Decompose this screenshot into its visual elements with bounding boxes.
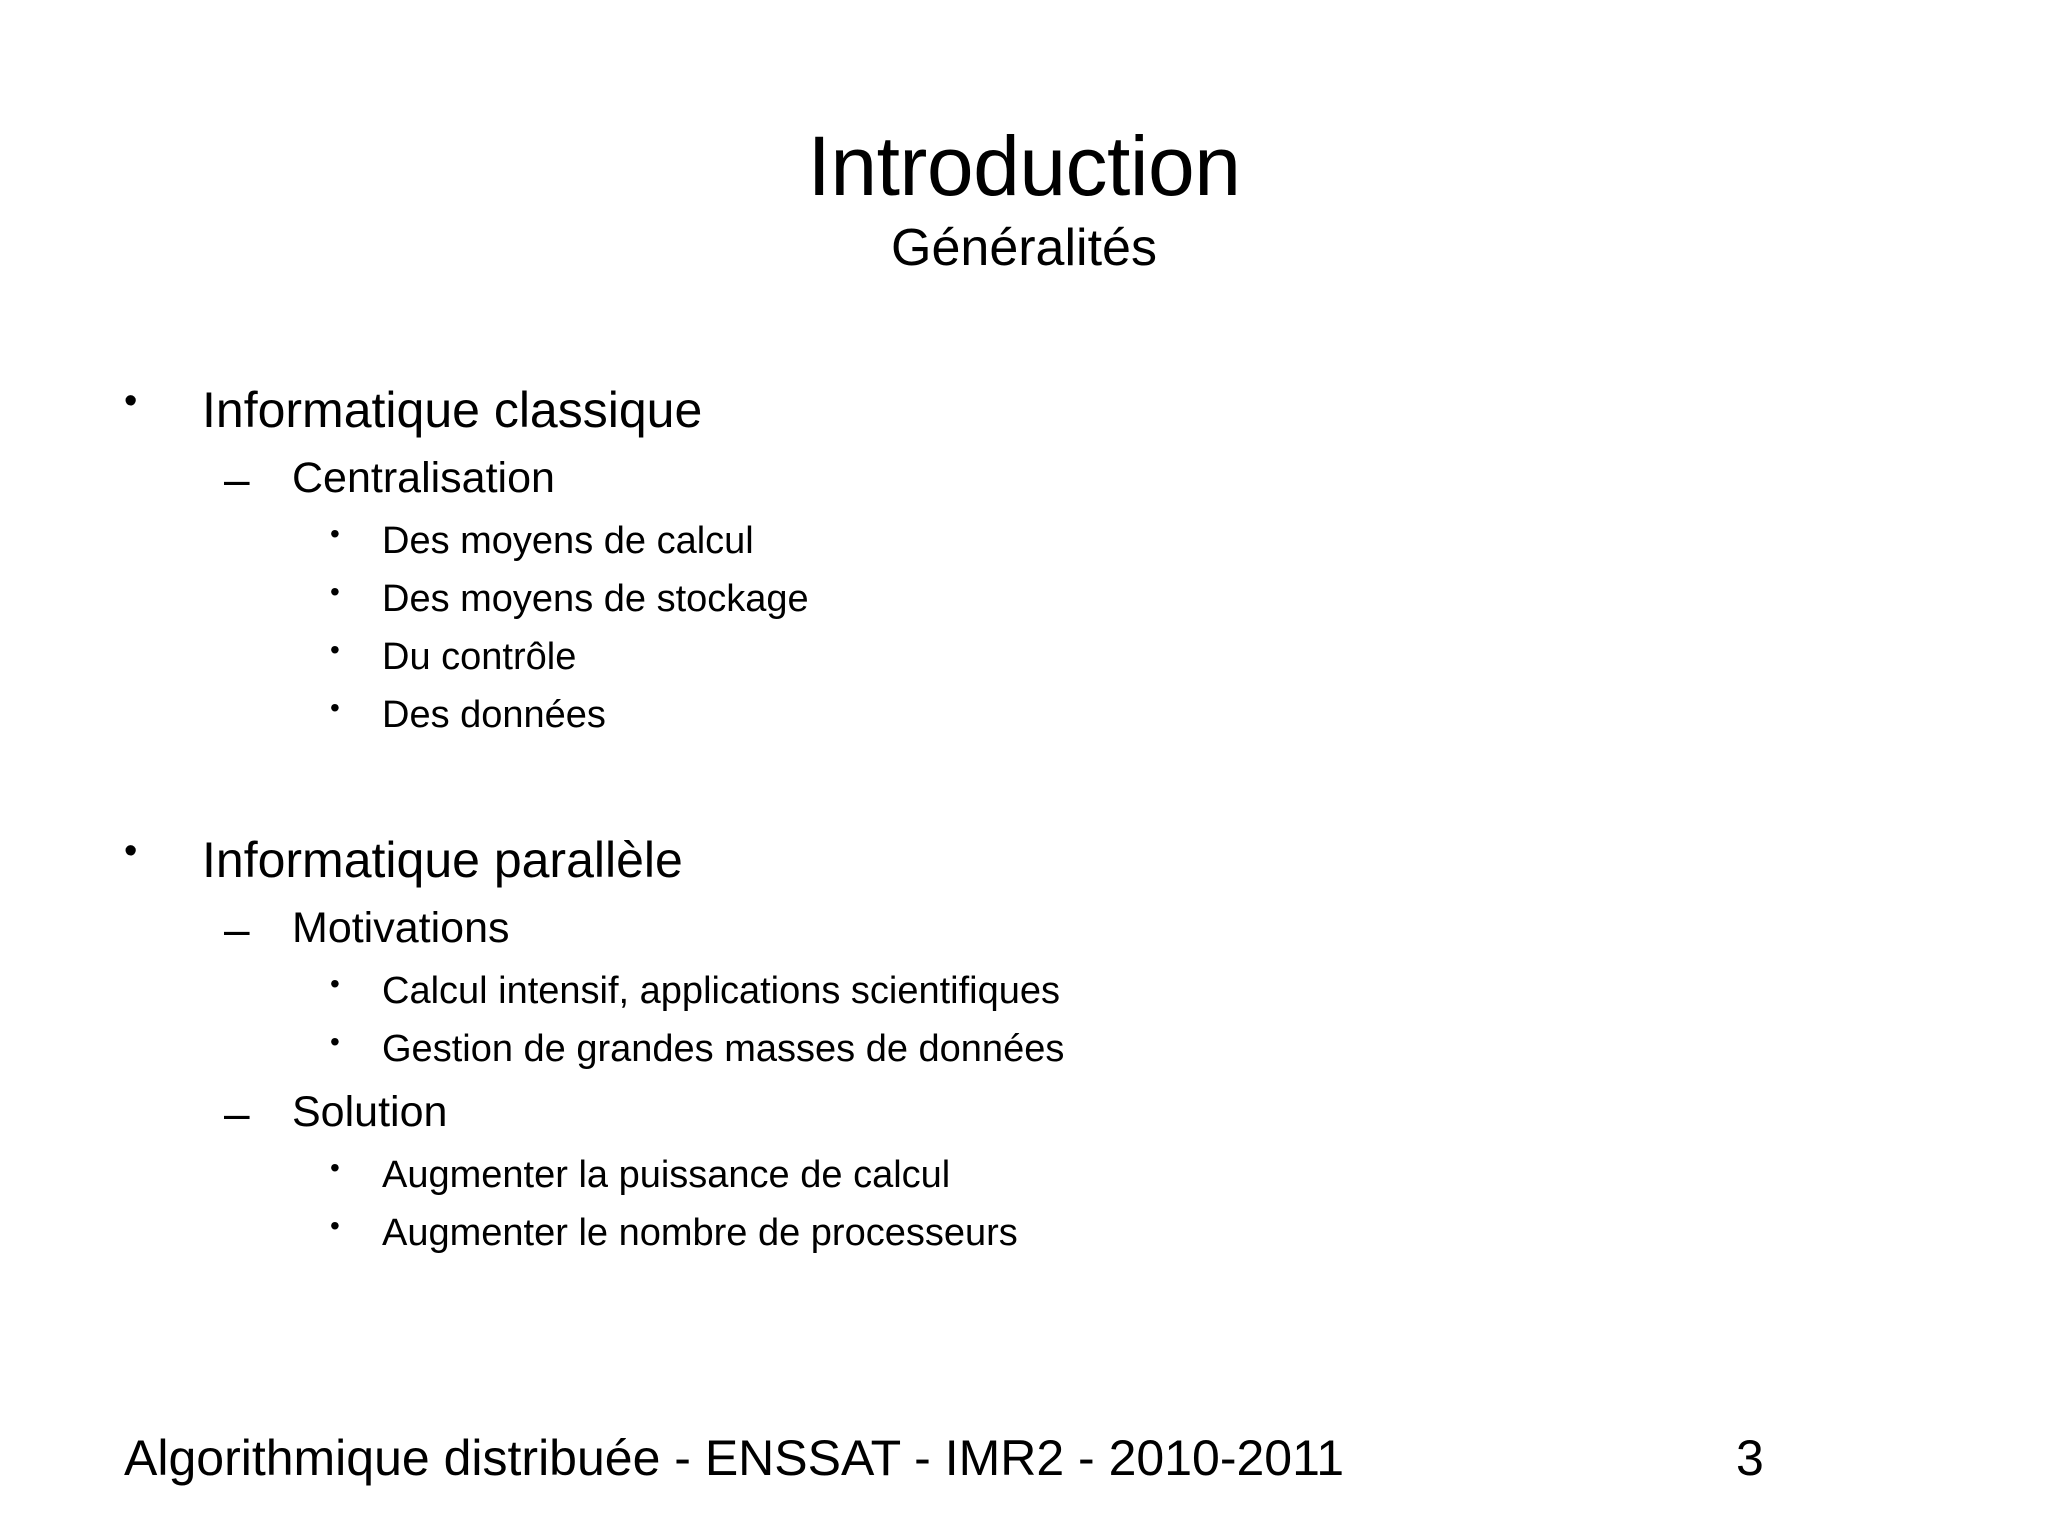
page-number: 3 [1736,1430,1764,1486]
slide-subtitle: Généralités [891,219,1157,277]
list-item-text: Des données [382,694,606,736]
list-item-text: Augmenter le nombre de processeurs [382,1212,1018,1254]
list-item-text: Gestion de grandes masses de données [382,1028,1065,1070]
bullet-icon: • [330,634,340,665]
subsection-heading: Centralisation [292,454,555,502]
footer-text: Algorithmique distribuée - ENSSAT - IMR2 - 2010-2011 [124,1430,1344,1486]
dash-icon: – [224,453,250,505]
list-item-text: Calcul intensif, applications scientifiques [382,970,1061,1012]
bullet-icon: • [124,380,138,422]
bullet-icon: • [330,1152,340,1183]
bullet-icon: • [124,830,138,872]
bullet-icon: • [330,1026,340,1057]
list-item-text: Du contrôle [382,636,577,678]
slide-title: Introduction [807,119,1241,213]
list-item-text: Des moyens de calcul [382,520,754,562]
list-item-text: Des moyens de stockage [382,578,809,620]
section-heading: Informatique parallèle [202,832,683,888]
bullet-icon: • [330,576,340,607]
section-heading: Informatique classique [202,382,703,438]
bullet-icon: • [330,1210,340,1241]
subsection-heading: Solution [292,1088,448,1136]
list-item-text: Augmenter la puissance de calcul [382,1154,951,1196]
subsection-heading: Motivations [292,904,510,952]
bullet-icon: • [330,968,340,999]
bullet-icon: • [330,518,340,549]
bullet-icon: • [330,692,340,723]
dash-icon: – [224,1087,250,1139]
dash-icon: – [224,903,250,955]
